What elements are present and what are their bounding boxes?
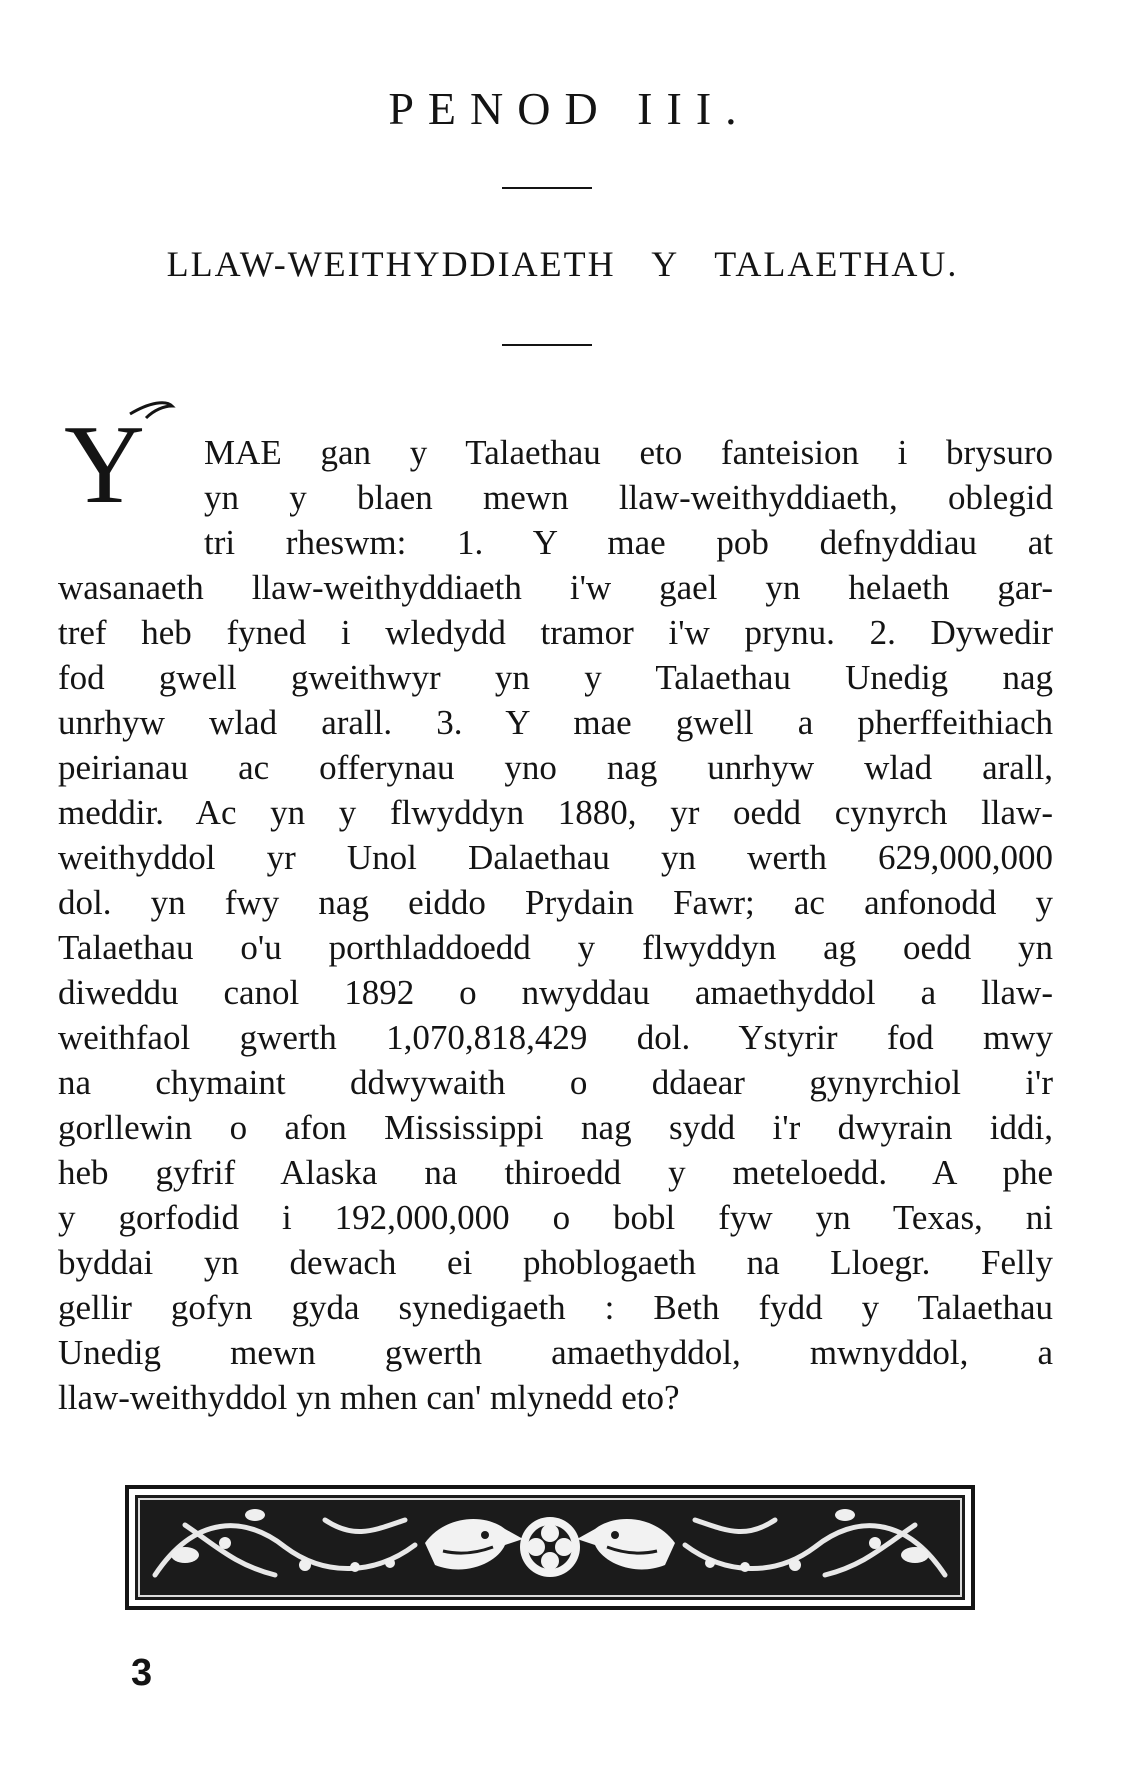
text-line: gellir gofyn gyda synedigaeth : Beth fydd y Talaethau [58, 1288, 1053, 1327]
text-line: llaw-weithyddol yn mhen can' mlynedd eto? [58, 1378, 680, 1417]
text-line: wasanaeth llaw-weithyddiaeth i'w gael yn helaeth gar- [58, 568, 1053, 607]
text-line: MAE gan y Talaethau eto fanteision i brysuro [204, 433, 1053, 472]
text-line: dol. yn fwy nag eiddo Prydain Fawr; ac anfonodd y [58, 883, 1053, 922]
chapter-title: LLAW-WEITHYDDIAETH Y TALAETHAU. [166, 244, 959, 284]
text-line: weithfaol gwerth 1,070,818,429 dol. Ystyrir fod mwy [58, 1018, 1053, 1057]
heading-rule-bottom [502, 344, 592, 346]
text-line: y gorfodid i 192,000,000 o bobl fyw yn Texas, ni [58, 1198, 1053, 1237]
chapter-heading: PENOD III. [388, 83, 751, 134]
drop-cap-letter: Y [64, 403, 145, 520]
heading-rule-top [502, 187, 592, 189]
text-line: tri rheswm: 1. Y mae pob defnyddiau at [204, 523, 1053, 562]
text-line: tref heb fyned i wledydd tramor i'w prynu. 2. Dywedir [58, 613, 1053, 652]
text-line: na chymaint ddwywaith o ddaear gynyrchiol i'r [58, 1063, 1053, 1102]
text-line: unrhyw wlad arall. 3. Y mae gwell a pherffeithiach [58, 703, 1053, 742]
text-line: weithyddol yr Unol Dalaethau yn werth 629,000,000 [58, 838, 1053, 877]
rosette-icon [520, 1517, 580, 1577]
text-line: yn y blaen mewn llaw-weithyddiaeth, oblegid [204, 478, 1053, 517]
text-line: heb gyfrif Alaska na thiroedd y meteloedd. A phe [58, 1153, 1053, 1192]
text-line: Unedig mewn gwerth amaethyddol, mwnyddol, a [58, 1333, 1053, 1372]
page-number: 3 [131, 1652, 153, 1694]
body-text [58, 430, 1053, 1420]
text-line: Talaethau o'u porthladdoedd y flwyddyn ag oedd yn [58, 928, 1053, 967]
text-line: gorllewin o afon Mississippi nag sydd i'r dwyrain iddi, [58, 1108, 1053, 1147]
text-line: byddai yn dewach ei phoblogaeth na Lloegr. Felly [58, 1243, 1053, 1282]
text-line: peirianau ac offerynau yno nag unrhyw wlad arall, [58, 748, 1053, 787]
text-line: meddir. Ac yn y flwyddyn 1880, yr oedd cynyrch llaw- [58, 793, 1053, 832]
text-line: diweddu canol 1892 o nwyddau amaethyddol a llaw- [58, 973, 1053, 1012]
ornament-band [125, 1485, 975, 1610]
text-line: fod gwell gweithwyr yn y Talaethau Unedig nag [58, 658, 1053, 697]
